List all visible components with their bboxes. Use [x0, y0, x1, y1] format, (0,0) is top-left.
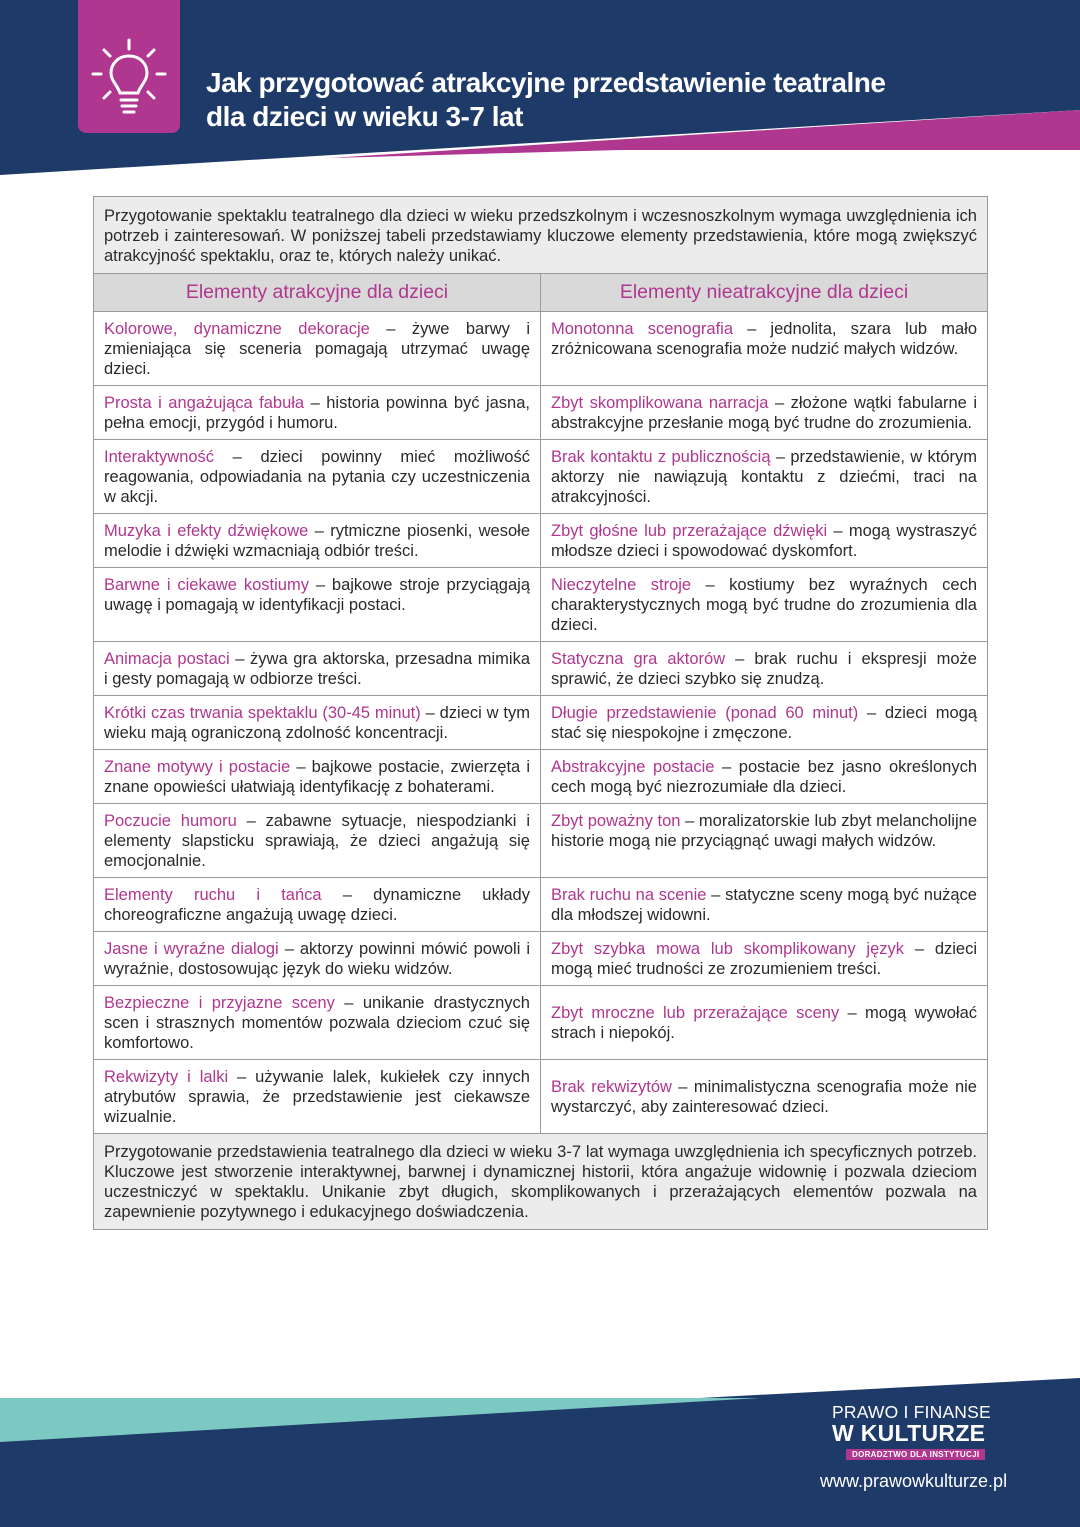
table-header-row	[94, 274, 988, 312]
table-row	[94, 568, 988, 642]
element-description: – minimalistyczna scenografia może nie wystarczyć, aby zainteresować dzieci.	[551, 1078, 977, 1116]
element-description: – unikanie drastycznych scen i strasznych momentów pozwala dzieciom czuć się komfortowo.	[104, 994, 530, 1052]
unattractive-cell	[541, 804, 988, 878]
element-term: Poczucie humoru	[104, 812, 237, 830]
element-description: – moralizatorskie lub zbyt melancholijne historie mogą nie przyciągnąć uwagi małych widzów.	[551, 812, 977, 850]
element-term: Jasne i wyraźne dialogi	[104, 940, 279, 958]
element-term: Barwne i ciekawe kostiumy	[104, 576, 309, 594]
intro-text: Przygotowanie spektaklu teatralnego dla dzieci w wieku przedszkolnym i wczesnoszkolnym wymaga uwzględnienia ich potrzeb i zainteresowań. W poniższej tabeli przedstawiamy kluczowe elementy przedstawienia, które mogą zwiększyć atrakcyjność spektaklu, oraz te, których należy unikać.	[94, 197, 988, 274]
element-term: Monotonna scenografia	[551, 320, 733, 338]
brand-tagline: DORADZTWO DLA INSTYTUCJI	[846, 1449, 985, 1460]
attractive-cell	[94, 642, 541, 696]
attractive-cell	[94, 514, 541, 568]
element-description: – mogą wystraszyć młodsze dzieci i spowodować dyskomfort.	[551, 522, 977, 560]
element-term: Muzyka i efekty dźwiękowe	[104, 522, 309, 540]
element-term: Elementy ruchu i tańca	[104, 886, 322, 904]
attractive-cell	[94, 386, 541, 440]
brand-logo	[832, 1402, 1004, 1462]
header-attractive: Elementy atrakcyjne dla dzieci	[94, 274, 541, 312]
table-row	[94, 696, 988, 750]
comparison-table	[93, 196, 988, 1230]
element-term: Abstrakcyjne postacie	[551, 758, 715, 776]
unattractive-cell	[541, 696, 988, 750]
element-description: – przedstawienie, w którym aktorzy nie nawiązują kontaktu z dziećmi, traci na atrakcyjności.	[551, 448, 977, 506]
element-term: Zbyt głośne lub przerażające dźwięki	[551, 522, 828, 540]
website-link[interactable]: www.prawowkulturze.pl	[820, 1471, 1008, 1491]
brand-line-2: W KULTURZE	[832, 1420, 986, 1446]
unattractive-cell	[541, 642, 988, 696]
element-term: Statyczna gra aktorów	[551, 650, 726, 668]
table-row	[94, 514, 988, 568]
element-term: Prosta i angażująca fabuła	[104, 394, 305, 412]
element-term: Zbyt szybka mowa lub skomplikowany język	[551, 940, 905, 958]
element-description: – dzieci w tym wieku mają ograniczoną zdolność koncentracji.	[104, 704, 530, 742]
attractive-cell	[94, 750, 541, 804]
attractive-cell	[94, 878, 541, 932]
unattractive-cell	[541, 986, 988, 1060]
element-term: Długie przedstawienie (ponad 60 minut)	[551, 704, 859, 722]
attractive-cell	[94, 696, 541, 750]
element-term: Interaktywność	[104, 448, 215, 466]
element-description: – żywe barwy i zmieniająca się sceneria pomagają utrzymać uwagę dzieci.	[104, 320, 530, 378]
unattractive-cell	[541, 568, 988, 642]
element-description: – historia powinna być jasna, pełna emocji, przygód i humoru.	[104, 394, 530, 432]
element-term: Zbyt mroczne lub przerażające sceny	[551, 1004, 840, 1022]
element-description: – używanie lalek, kukiełek czy innych atrybutów sprawia, że przedstawienie jest ciekawsze wizualnie.	[104, 1068, 530, 1126]
element-description: – jednolita, szara lub mało zróżnicowana scenografia może nudzić małych widzów.	[551, 320, 977, 358]
element-description: – aktorzy powinni mówić powoli i wyraźnie, dostosowując język do wieku widzów.	[104, 940, 531, 978]
element-description: – mogą wywołać strach i niepokój.	[551, 1004, 977, 1042]
title-line-1: Jak przygotować atrakcyjne przedstawienie teatralne	[206, 67, 886, 98]
table-row	[94, 1060, 988, 1134]
element-term: Kolorowe, dynamiczne dekoracje	[104, 320, 370, 338]
element-description: – dynamiczne układy choreograficzne angażują uwagę dzieci.	[104, 886, 530, 924]
unattractive-cell	[541, 1060, 988, 1134]
element-description: – bajkowe stroje przyciągają uwagę i pomagają w identyfikacji postaci.	[104, 576, 531, 614]
intro-row	[94, 197, 988, 274]
unattractive-cell	[541, 878, 988, 932]
unattractive-cell	[541, 440, 988, 514]
element-description: – dzieci mogą mieć trudności ze zrozumieniem treści.	[551, 940, 978, 978]
header-unattractive: Elementy nieatrakcyjne dla dzieci	[541, 274, 988, 312]
attractive-cell	[94, 440, 541, 514]
element-term: Brak rekwizytów	[551, 1078, 672, 1096]
table-row	[94, 440, 988, 514]
unattractive-cell	[541, 312, 988, 386]
element-term: Znane motywy i postacie	[104, 758, 291, 776]
unattractive-cell	[541, 932, 988, 986]
element-description: – kostiumy bez wyraźnych cech charakterystycznych mogą być trudne do zrozumienia dla dzieci.	[551, 576, 977, 634]
page-title	[206, 66, 966, 134]
brand-line-1: PRAWO I FINANSE	[832, 1402, 991, 1422]
table-row	[94, 986, 988, 1060]
element-term: Brak kontaktu z publicznością	[551, 448, 771, 466]
lightbulb-icon	[90, 36, 168, 120]
attractive-cell	[94, 568, 541, 642]
element-description: – zabawne sytuacje, niespodzianki i elementy slapsticku sprawiają, że dzieci angażują się emocjonalnie.	[104, 812, 530, 870]
element-description: – statyczne sceny mogą być nużące dla młodszej widowni.	[551, 886, 977, 924]
element-description: – bajkowe postacie, zwierzęta i znane opowieści ułatwiają identyfikację z bohaterami.	[104, 758, 530, 796]
element-description: – dzieci mogą stać się niespokojne i zmęczone.	[551, 704, 978, 742]
table-row	[94, 386, 988, 440]
attractive-cell	[94, 986, 541, 1060]
element-term: Rekwizyty i lalki	[104, 1068, 229, 1086]
element-term: Zbyt skomplikowana narracja	[551, 394, 769, 412]
table-row	[94, 932, 988, 986]
attractive-cell	[94, 804, 541, 878]
table-row	[94, 642, 988, 696]
element-description: – postacie bez jasno określonych cech mogą być niezrozumiałe dla dzieci.	[551, 758, 977, 796]
lightbulb-badge	[78, 0, 180, 133]
table-row	[94, 750, 988, 804]
unattractive-cell	[541, 750, 988, 804]
outro-row	[94, 1134, 988, 1230]
attractive-cell	[94, 932, 541, 986]
element-description: – rytmiczne piosenki, wesołe melodie i dźwięki wzmacniają odbiór treści.	[104, 522, 530, 560]
element-term: Brak ruchu na scenie	[551, 886, 707, 904]
title-line-2: dla dzieci w wieku 3-7 lat	[206, 101, 523, 132]
element-description: – złożone wątki fabularne i abstrakcyjne przesłanie mogą być trudne do zrozumienia.	[551, 394, 978, 432]
element-term: Krótki czas trwania spektaklu (30-45 minut)	[104, 704, 421, 722]
unattractive-cell	[541, 514, 988, 568]
attractive-cell	[94, 312, 541, 386]
element-description: – brak ruchu i ekspresji może sprawić, że dzieci szybko się znudzą.	[551, 650, 977, 688]
outro-text: Przygotowanie przedstawienia teatralnego dla dzieci w wieku 3-7 lat wymaga uwzględnienia ich specyficznych potrzeb. Kluczowe jest stworzenie interaktywnej, barwnej i dynamicznej historii, która angażuje widownię i pozwala dzieciom uczestniczyć w spektaklu. Unikanie zbyt długich, skomplikowanych i przerażających elementów pozwala na zapewnienie pozytywnego i edukacyjnego doświadczenia.	[94, 1134, 988, 1230]
element-description: – żywa gra aktorska, przesadna mimika i gesty pomagają w odbiorze treści.	[104, 650, 530, 688]
table-row	[94, 878, 988, 932]
unattractive-cell	[541, 386, 988, 440]
attractive-cell	[94, 1060, 541, 1134]
element-term: Animacja postaci	[104, 650, 230, 668]
table-row	[94, 804, 988, 878]
table-row	[94, 312, 988, 386]
element-term: Zbyt poważny ton	[551, 812, 681, 830]
element-term: Nieczytelne stroje	[551, 576, 692, 594]
element-term: Bezpieczne i przyjazne sceny	[104, 994, 335, 1012]
element-description: – dzieci powinny mieć możliwość reagowania, odpowiadania na pytania czy uczestniczenia w akcji.	[104, 448, 530, 506]
